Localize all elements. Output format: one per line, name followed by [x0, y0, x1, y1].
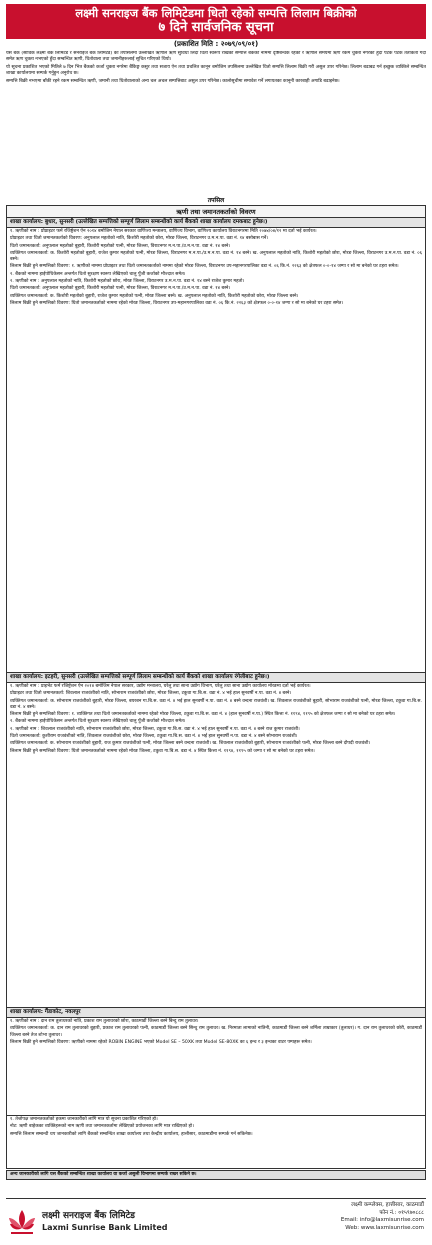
- contact-note-box: अन्य जानकारीको लागि यस बैंकको सम्बन्धित शाखा कार्यालय वा कर्जा असुली विभागमा सम्पर्क राख्न सकिने छ।: [6, 1170, 426, 1180]
- section-paragraph: लिलाम बिक्री हुने सम्पत्तिको विवरण: ऋणीको नाममा रहेको ROBIN ENGINE भएको Model SE – 50XK तथा Model SE-80XK का ६ इन्च र ३ इन्चका वाटर पम्पहरू समेत।: [10, 1039, 312, 1045]
- banner-title-line2: ७ दिने सार्वजनिक सूचना: [158, 20, 274, 35]
- intro-paragraph: यस बैंक (साविक लक्ष्मी बैंक लिमिटेड र सनराइज बैंक लिमिटेड) का तपसिलमा उल्लेखित ऋणीले ऋण सुविधा लिँदा धितो स्वरूप राखेको सम्पत्ति बैंकको नाममा दृष्टिबन्धक रहेको र ऋणीले समयमा ऋण रकम चुक्ता नगरेको हुँदा पटक पटक तर्ताकेता गर्दा समेत ऋण चुक्ता नभएको हुँदा सम्बन्धित ऋणी, धितोवाला तथा जमानीहरूलाई सूचित गरिएको थियो।: [6, 51, 426, 63]
- section-paragraph: प्रोप्राइटर तथा धितो जमानतकर्ता: शिवलाल राजवंशीको नाति, सोभाराम राजवंशीको छोरा, मोरङ जिल्ला, टकुवा गा.बि.स. वडा नं. ४ भई हाल सुनवर्षी न.पा. वडा नं. ४ बस्ने।: [10, 691, 292, 697]
- bank-email-link[interactable]: Email: info@laxmisunrise.com: [340, 1217, 424, 1223]
- bank-address: लक्ष्मी कम्प्लेक्स, हात्तीसार, काठमाडौं: [351, 1202, 424, 1208]
- intro-paragraphs: [6, 51, 426, 196]
- branch-header-gaindakot: शाखा कार्यालय: गैंडाकोट, नवलपुर: [7, 1007, 425, 1018]
- section-paragraph: लिलाम बिक्री हुने सम्पत्तिको विवरण: धितो जमानतकर्ताको नाममा रहेको मोरङ जिल्ला, विराटनगर उप-महानगरपालिका वडा नं. ०६ कि.नं. २२६३ को क्षेत्रफल ०-०-१४ जग्गा र सो मा बनेको घर टहरा समेत।: [10, 300, 344, 306]
- section-paragraph: लिलाम बिक्री हुने सम्पत्तिको विवरण: १. व्यक्तिगत तथा धितो जमानतकर्ताको नाममा रहेको मोरङ जिल्ला, टकुवा गा.बि.स. वडा नं. ४ (हाल सुनवर्षी न.पा.) स्थित कित्ता नं. ११९४, ११९५ को क्षेत्रफल जग्गा र सो मा बनेको घर टहरा समेत।: [10, 712, 396, 718]
- section-paragraph: धितो जमानतकर्ता: कुशीराम राजवंशीको नाति, शिवलाल राजवंशीको छोरा, मोरङ जिल्ला, टकुवा गा.बि.स. वडा नं. ४ भई हाल सुनवर्षी न.पा. वडा नं. ४ बस्ने सोभाराम राजवंशी।: [10, 734, 298, 740]
- section-paragraph: व्यक्तिगत जमानतकर्ता: क. सोभाराम राजवंशीको बुहारी, मोरङ जिल्ला, बयरबन गा.बि.स. वडा नं. ४ भई हाल सुनवर्षी न.पा. वडा नं. ४ बस्ने वन्दना राजवंशी। ख. शिवलाल राजवंशीको बुहारी, सोभाराम राजवंशीको पत्नी, मोरङ जिल्ला, टकुवा गा.बि.स. वडा नं. ४ बस्ने।: [10, 698, 422, 710]
- section-paragraph: २. बैंकको नाममा हाईपोथिकेसन अन्तर्गत धितो सुरक्षण स्वरूप लेखिएको चालु पुँजी कर्जाको मौज्दात समेत।: [10, 719, 186, 725]
- section-paragraph: व्यक्तिगत जमानतकर्ता: क. सोभाराम राजवंशीको बुहारी, राज कुमार राजवंशीको पत्नी, मोरङ जिल्ला बस्ने वन्दना राजवंशी। ख. शिवलाल राजवंशीको बुहारी, सोभाराम राजवंशीको पत्नी, मोरङ जिल्ला बस्ने दौपदी राजवंशी।: [10, 741, 371, 747]
- intro-paragraph: यो सूचना प्रकाशित भएको मितिले ७ दिन भित्र बैंकको कर्जा चुक्ता नगरेमा बैंकिङ्ग कसुर तथा सजाय ऐन तथा प्रचलित कानून बमोजिम तपसिलमा उल्लेखित धितो सम्पत्ति लिलाम बिक्री गरी असुल उपर गरिनेछ। लिलाम बढाबढ गर्न इच्छुक व्यक्तिले सम्बन्धित शाखा कार्यालयमा सम्पर्क गर्नुहुन अनुरोध छ।: [6, 64, 426, 77]
- details-table: [6, 205, 426, 1116]
- banner-title-line1: लक्ष्मी सनराइज बैंक लिमिटेडमा धितो रहेको सम्पत्ति लिलाम बिक्रीको: [75, 6, 357, 20]
- footnote: नोट: ऋणी बाहेकका व्यक्तिहरूको नाम ऋणी तथा जमानतकर्तामा लेखिएको प्रयोजनका लागि मात्र राखिएको हो।: [10, 1124, 194, 1130]
- branch-section-itahari: [7, 683, 425, 1007]
- branch-section-gaindakot: [7, 1018, 425, 1115]
- section-paragraph: धितो जमानतकर्ता: अनुपलाल महतोको बुहारी, किशोरी महतोको पत्नी, मोरङ जिल्ला, विराटनगर म.न.पा./उ.म.न.पा. वडा नं. १४ बस्ने।: [10, 243, 231, 249]
- section-paragraph: २. ऋणीको नाम : शिवलाल राजवंशीको नाति, सोभाराम राजवंशीको छोरा, मोरङ जिल्ला, टकुवा गा.बि.स. वडा नं. ४ भई हाल सुनवर्षी न.पा. वडा नं. ४ बस्ने राज कुमार राजवंशी।: [10, 726, 300, 732]
- bank-phone: फोन नं.: ०१५९७०८८८: [379, 1209, 424, 1216]
- page-footer: [6, 1198, 426, 1243]
- section-paragraph: १. ऋणीको नाम : प्राइभेट फर्म रजिष्ट्रेशन ऐन २०१४ बमोजिम नेपाल सरकार, उद्योग मन्त्रालय, घरेलु तथा साना उद्योग विभाग, घरेलु तथा साना उद्योग कार्यालय मोरङमा दर्ता भई कार्यरत।: [10, 684, 311, 689]
- section-paragraph: १. ऋणीको नाम : दान राम तुलाधरको नाति, प्रकाश राम तुलाधरको छोरा, काठमाडौं जिल्ला बस्ने बिन्दु राम तुलाधर।: [10, 1019, 199, 1024]
- notice-page: [0, 4, 432, 1245]
- section-paragraph: १. ऋणीको नाम : प्रोप्राइटर फर्म रजिष्ट्रेशन ऐन २०१४ बमोजिम नेपाल सरकार वाणिज्य मन्त्रालय, वाणिज्य विभाग, वाणिज्य कार्यालय विराटनगरमा मिति २०७४/०४/१२ मा दर्ता भई कार्यरत।: [10, 229, 317, 234]
- section-paragraph: धितो जमानतकर्ता: अनुपलाल महतोको बुहारी, किशोरी महतोको पत्नी, मोरङ जिल्ला, विराटनगर म.न.पा./उ.म.न.पा. वडा नं. १४ बस्ने।: [10, 286, 231, 292]
- bank-logo: [8, 1205, 168, 1241]
- section-paragraph: व्यक्तिगत जमानतकर्ता: क. दान राम तुलाधरको बुहारी, प्रकाश राम तुलाधरको पत्नी, काठमाडौं जिल्ला बस्ने सिन्धु राम तुलाधर। ख. निरमाता लामाको नातिनी, काठमाडौं जिल्ला बस्ने शर्मिला ताम्राकार (तुलाधर)। ग. दान राम तुलाधरको छोरी, काठमाडौं जिल्ला बस्ने तेज शोभा तुलाधर।: [10, 1026, 422, 1038]
- footnote: १. तेश्रोपक्ष जमानतकर्ताको हकमा जानकारीको लागि मात्र यो सूचना प्रकाशित गरिएको हो।: [10, 1117, 158, 1122]
- footnotes: [6, 1116, 426, 1169]
- section-paragraph: लिलाम बिक्री हुने सम्पत्तिको विवरण: धितो जमानतकर्ताको नाममा रहेको मोरङ जिल्ला, टकुवा गा.बि.स. वडा नं. ४ स्थित कित्ता नं. ११९४, ११९५ को जग्गा र सो मा बनेको घर टहरा समेत।: [10, 748, 315, 754]
- section-paragraph: २. बैंकको नाममा हाईपोथिकेसन अन्तर्गत धितो सुरक्षण स्वरूप लेखिएको चालु पुँजी कर्जाको मौज्दात समेत।: [10, 271, 186, 277]
- section-paragraph: २. ऋणीको नाम : अनुपलाल महतोको नाति, किशोरी महतोको छोरा, मोरङ जिल्ला, विराटनगर उ.म.न.पा. वडा नं. १४ बस्ने राजेश कुमार महतो।: [10, 279, 245, 285]
- lotus-logo-icon: [8, 1207, 36, 1237]
- branch-header-budhar: शाखा कार्यालय: बुधार, सुनसरी (उल्लेखित सम्पत्तिको सम्पूर्ण लिलाम सम्बन्धीको कार्य बैंकको शाखा कार्यालय दमकबाट हुनेछ।): [7, 218, 425, 228]
- section-paragraph: व्यक्तिगत जमानतकर्ता: क. किशोरी महतोको बुहारी, राजेश कुमार महतोको पत्नी, मोरङ जिल्ला, विराटनगर म.न.पा./उ.म.न.पा. वडा नं. १४ बस्ने। ख. अनुपलाल महतोको नाति, किशोरी महतोको छोरा, मोरङ जिल्ला, विराटनगर उ.म.न.पा. वडा नं. ०६ बस्ने।: [10, 250, 422, 263]
- bank-contact-info: [341, 1202, 424, 1232]
- section-paragraph: प्रोप्राइटर तथा धितो जमानतकर्ताको विवरण: अनुपलाल महतोको नाति, किशोरी महतोको छोरा, मोरङ जिल्ला, विराटनगर उ.म.न.पा. वडा नं. १४ बसोबास गर्ने।: [10, 236, 269, 242]
- bank-name-english: Laxmi Sunrise Bank Limited: [42, 1223, 168, 1232]
- bank-name-nepali: लक्ष्मी सनराइज बैंक लिमिटेड: [42, 1211, 135, 1221]
- bank-website-link[interactable]: Web: www.laxmisunrise.com: [345, 1224, 424, 1231]
- table-column-header: ऋणी तथा जमानतकर्ताको विवरण: [7, 206, 425, 218]
- table-label: तपसिल: [207, 197, 225, 204]
- branch-header-itahari: शाखा कार्यालय: इटहरी, सुनसरी (उल्लेखित सम्पत्तिको सम्पूर्ण लिलाम सम्बन्धीको कार्य बैंकको शाखा कार्यालय रंगेलीबाट हुनेछ।): [7, 672, 425, 683]
- publication-date: (प्रकाशित मिति : २०७९/०९/०१): [173, 40, 259, 48]
- section-paragraph: व्यक्तिगत जमानतकर्ता: क. किशोरी महतोको बुहारी, राजेश कुमार महतोको पत्नी, मोरङ जिल्ला बस्ने। ख. अनुपलाल महतोको नाति, किशोरी महतोको छोरा, मोरङ जिल्ला बस्ने।: [10, 293, 299, 299]
- section-paragraph: लिलाम बिक्री हुने सम्पत्तिको विवरण: १. ऋणीको नाममा प्रोप्राइटर तथा धितो जमानतकर्ताको नाममा रहेको मोरङ जिल्ला, विराटनगर उप-महानगरपालिका वडा नं. ०६ कि.नं. २२६३ को क्षेत्रफल ०-०-१४ जग्गा र सो मा बनेको घर टहरा समेत।: [10, 264, 399, 270]
- intro-paragraph: सम्पत्ति बिक्री नभएमा बाँकी रहने रकम सम्बन्धित ऋणी, जमानी तथा धितोवालाको अन्य चल अचल सम्पत्तिबाट असुल उपर गरिनेछ। कालोसूचीमा समावेश गर्ने लगायतका कानूनी कारबाही अगाडि बढाइनेछ।: [6, 78, 340, 84]
- notice-banner: [6, 4, 426, 39]
- footnote: सम्पत्ति लिलाम सम्बन्धी थप जानकारीको लागि बैंकको सम्बन्धित शाखा कार्यालय तथा केन्द्रीय कार्यालय, हात्तीसार, काठमाडौंमा सम्पर्क गर्न सकिनेछ।: [10, 1131, 253, 1137]
- branch-section-budhar: [7, 228, 425, 672]
